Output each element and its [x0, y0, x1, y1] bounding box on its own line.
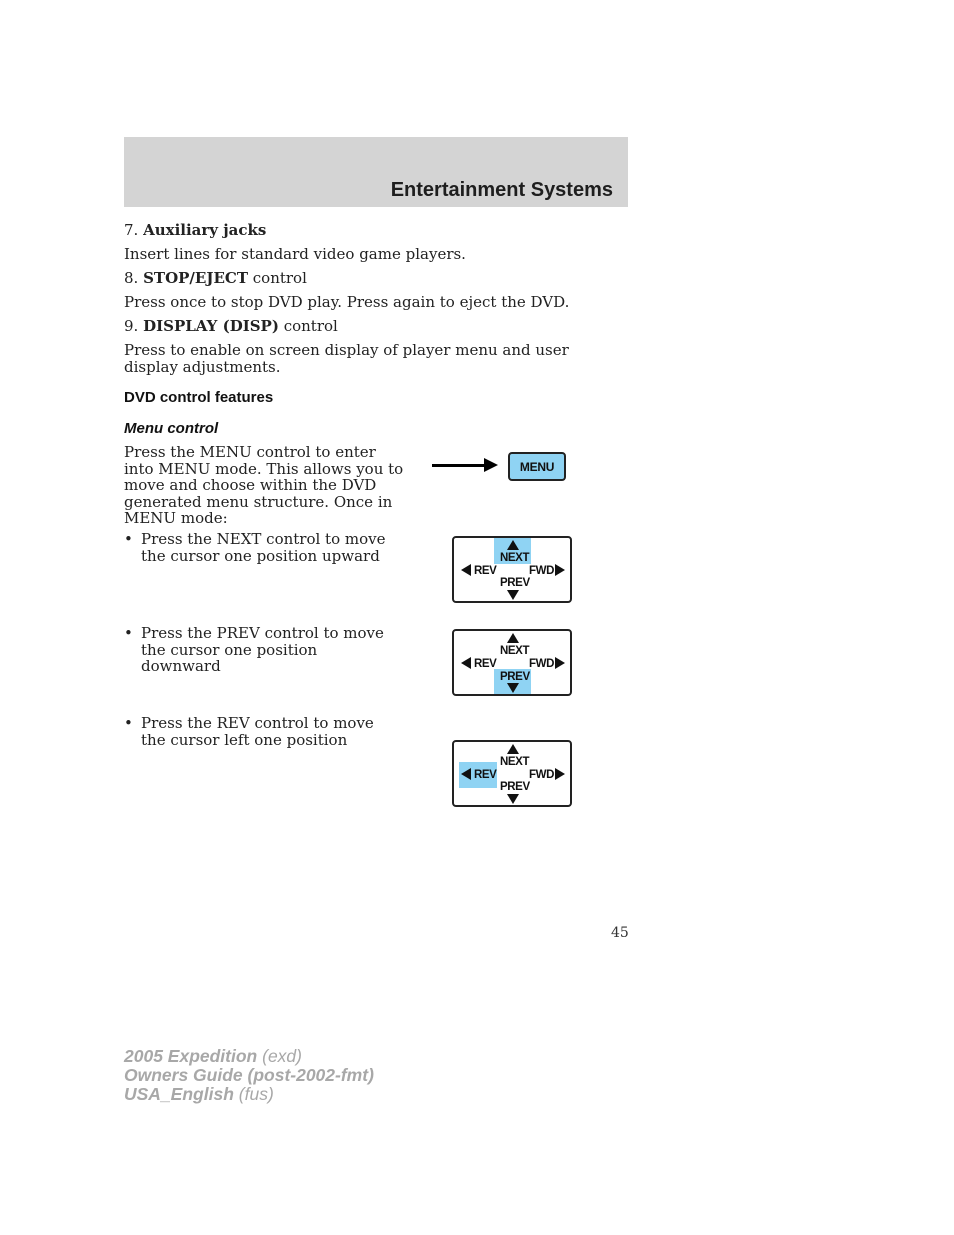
item-8-heading [124, 270, 307, 287]
next-label: NEXT [500, 645, 530, 657]
header-band [124, 137, 628, 207]
rev-label: REV [474, 565, 497, 577]
next-label: NEXT [500, 756, 530, 768]
right-arrow-icon [555, 768, 565, 780]
bullet-line: the cursor one position downward [141, 640, 318, 675]
down-arrow-icon [507, 794, 519, 804]
item-number: 9. [124, 317, 139, 335]
rev-label: REV [474, 658, 497, 670]
bullet-next [124, 531, 394, 564]
fwd-label: FWD [529, 565, 554, 577]
up-arrow-icon [507, 744, 519, 754]
item-9-description: Press to enable on screen display of player menu and user display adjustments. [124, 341, 569, 376]
bullet-symbol: • [124, 624, 133, 642]
item-suffix: control [252, 269, 307, 287]
bullet-line: Press the REV control to move [141, 714, 374, 732]
item-7-description: Insert lines for standard video game players. [124, 245, 466, 263]
arrow-line [432, 464, 486, 467]
page-number: 45 [611, 925, 629, 941]
item-label: Auxiliary jacks [143, 221, 267, 239]
control-pad-rev [452, 740, 572, 807]
footer-normal: (exd) [262, 1046, 302, 1066]
footer-bold: 2005 Expedition [124, 1046, 258, 1066]
down-arrow-icon [507, 590, 519, 600]
fwd-label: FWD [529, 658, 554, 670]
menu-intro [124, 444, 403, 527]
item-7-heading [124, 222, 266, 239]
bullet-line: Press the PREV control to move [141, 624, 384, 642]
down-arrow-icon [507, 683, 519, 693]
footer-normal: (fus) [238, 1084, 274, 1104]
control-pad-next [452, 536, 572, 603]
section-header-title: Entertainment Systems [390, 179, 613, 201]
intro-line: MENU mode: [124, 509, 228, 527]
item-suffix: control [283, 317, 338, 335]
left-arrow-icon [461, 564, 471, 576]
up-arrow-icon [507, 633, 519, 643]
footer-line-1 [124, 1047, 302, 1066]
section-title: DVD control features [124, 389, 274, 406]
intro-line: generated menu structure. Once in [124, 492, 393, 511]
intro-line: into MENU mode. This allows you to [124, 459, 404, 478]
footer-line-3 [124, 1085, 274, 1104]
bullet-prev [124, 625, 394, 675]
item-label: STOP/EJECT [143, 269, 248, 287]
menu-button: MENU [508, 452, 566, 481]
bullet-line: the cursor left one position [141, 730, 348, 749]
right-arrow-icon [555, 657, 565, 669]
left-arrow-icon [461, 657, 471, 669]
left-arrow-icon [461, 768, 471, 780]
bullet-line: Press the NEXT control to move [141, 530, 386, 548]
item-8-description: Press once to stop DVD play. Press again to eject the DVD. [124, 293, 570, 311]
arrow-right-icon [484, 458, 498, 472]
prev-label: PREV [500, 781, 530, 793]
bullet-line: the cursor one position upward [141, 546, 380, 565]
subsection-title: Menu control [124, 420, 219, 437]
intro-line: Press the MENU control to enter [124, 443, 376, 461]
bullet-symbol: • [124, 714, 133, 732]
bullet-symbol: • [124, 530, 133, 548]
item-label: DISPLAY (DISP) [143, 317, 279, 335]
fwd-label: FWD [529, 769, 554, 781]
item-number: 8. [124, 269, 139, 287]
bullet-rev [124, 715, 394, 748]
footer-bold: USA_English [124, 1084, 234, 1104]
control-pad-prev [452, 629, 572, 696]
item-number: 7. [124, 221, 139, 239]
next-label: NEXT [500, 552, 530, 564]
prev-label: PREV [500, 671, 530, 683]
right-arrow-icon [555, 564, 565, 576]
up-arrow-icon [507, 540, 519, 550]
footer-bold: Owners Guide (post-2002-fmt) [124, 1065, 374, 1085]
item-9-heading [124, 318, 338, 335]
rev-label: REV [474, 769, 497, 781]
footer-line-2 [124, 1066, 374, 1085]
intro-line: move and choose within the DVD [124, 476, 377, 494]
prev-label: PREV [500, 577, 530, 589]
